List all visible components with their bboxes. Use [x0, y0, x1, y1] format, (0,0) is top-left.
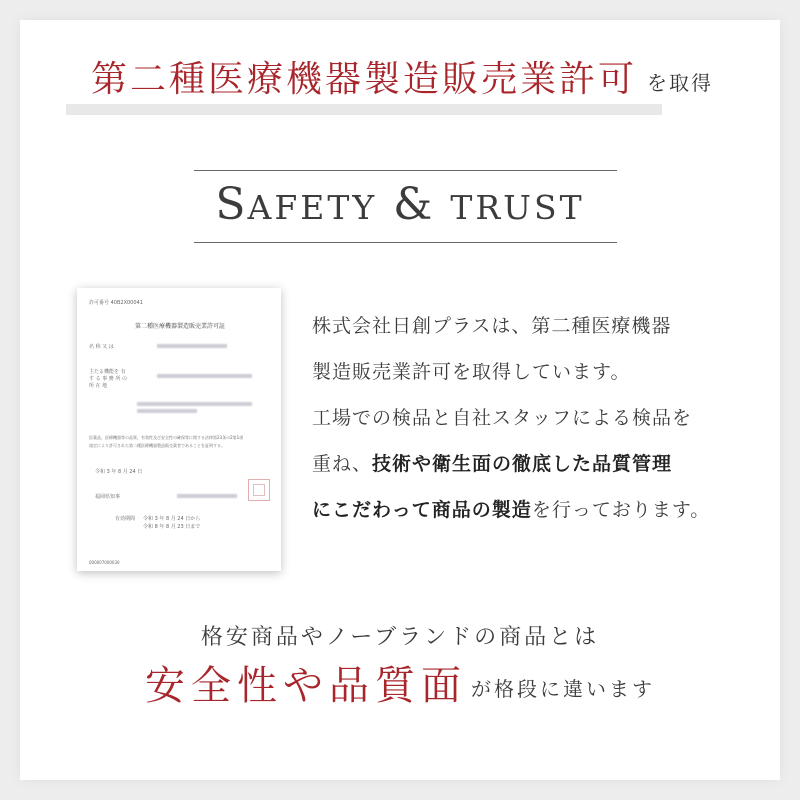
safety-quality-statement: [0, 663, 800, 709]
banner-word-afety: AFETY: [247, 188, 378, 227]
cert-row-address-label: 主たる機能を 有 す る 事 務 所 の 所 在 地: [89, 369, 127, 389]
cert-validity-end: 令和 8 年 8 月 23 日まで: [143, 524, 201, 530]
cert-issuer: 福岡県知事: [95, 494, 121, 500]
cert-redacted-address: [157, 374, 252, 378]
description-line-4-prefix: 重ね、: [312, 453, 373, 475]
banner-ampersand: &: [393, 179, 435, 230]
safety-quality-emphasis: 安全性や品質面: [145, 663, 467, 709]
safety-quality-suffix: が格段に違います: [471, 677, 655, 701]
description-line-5-suffix: を行っております。: [531, 499, 711, 521]
description-line-3: 工場での検品と自社スタッフによる検品を: [312, 407, 693, 429]
cert-body-1: 医薬品、医療機器等の品質、有効性及び安全性の確保等に関する法律第23条の2第1項: [89, 435, 244, 440]
cert-validity-label: 有効期間: [115, 516, 136, 522]
banner-word-trust: TRUST: [450, 188, 585, 227]
page-heading: [0, 59, 800, 104]
heading-underline: [66, 104, 662, 115]
cert-redacted-issuer-name: [177, 494, 237, 498]
cert-issue-date: 令和 3 年 8 月 24 日: [95, 469, 143, 475]
description-quality-control-emphasis: 技術や衛生面の徹底した品質管理: [372, 453, 673, 475]
banner-top-rule: [194, 170, 617, 171]
description-line-1: 株式会社日創プラスは、第二種医療機器: [312, 315, 672, 337]
description-manufacturing-emphasis: にこだわって商品の製造: [312, 499, 532, 521]
license-certificate-image: [77, 288, 281, 571]
cert-title: 第二種医療機器製造販売業許可証: [135, 323, 226, 330]
cert-validity-start: 令和 3 年 8 月 24 日から: [143, 516, 201, 522]
banner-bottom-rule: [194, 242, 617, 243]
official-seal-stamp: [248, 479, 270, 501]
description-line-4: [312, 448, 752, 494]
description-line-2: 製造販売業許可を取得しています。: [312, 361, 631, 383]
cert-serial-number: 000007000030: [89, 560, 120, 565]
banner-initial-s: S: [215, 179, 248, 230]
cert-redacted-line-1: [137, 402, 252, 406]
cert-row-name: 名 称 又 は: [89, 344, 114, 350]
heading-license-title: 第二種医療機器製造販売業許可: [90, 59, 637, 100]
comparison-statement: 格安商品やノーブランドの商品とは: [200, 625, 600, 650]
heading-suffix: を取得: [647, 71, 713, 95]
cert-redacted-name: [157, 344, 227, 348]
cert-body-2: 規定により許可された第二種医療機器製造販売業者であることを証明する。: [89, 443, 225, 448]
company-description: [312, 310, 752, 540]
cert-license-number: 許可番号 40B2X00041: [89, 300, 143, 306]
description-line-5: [312, 494, 752, 540]
cert-redacted-line-2: [137, 409, 197, 413]
safety-trust-title: [0, 179, 800, 230]
